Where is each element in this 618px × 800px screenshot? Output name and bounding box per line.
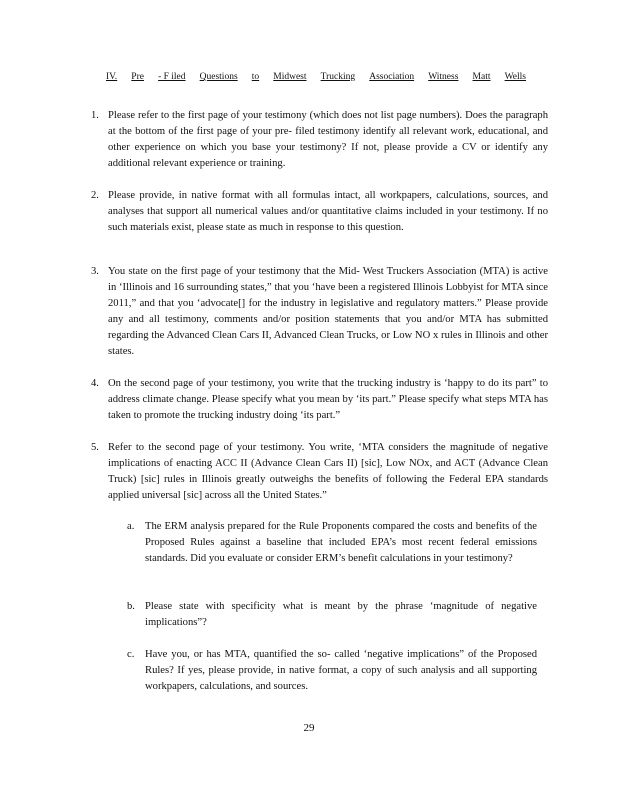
question-text: Refer to the second page of your testimony. You write, ‘MTA considers the magnitude of negative implications of enacting ACC II (Advance Clean Cars II) [sic], Low NOx, and ACT (Advance Clean Truck) [sic] rules in Illinois greatly outweighs the benefits of following the Federal EPA standards applied universal [sic] across all the United States.” bbox=[108, 442, 548, 501]
question-5 bbox=[91, 440, 548, 504]
heading-word: Pre bbox=[131, 72, 144, 82]
subquestion-letter: b. bbox=[127, 601, 135, 612]
heading-word: Wells bbox=[504, 72, 526, 82]
question-number: 5. bbox=[91, 442, 99, 453]
heading-word: Trucking bbox=[320, 72, 356, 82]
subquestion-c bbox=[127, 647, 537, 695]
question-2 bbox=[91, 188, 548, 236]
section-heading bbox=[106, 72, 526, 82]
subquestion-letter: a. bbox=[127, 521, 135, 532]
page-number: 29 bbox=[303, 722, 315, 734]
question-number: 4. bbox=[91, 378, 99, 389]
subquestion-a bbox=[127, 519, 537, 567]
question-text: Please provide, in native format with all formulas intact, all workpapers, calculations, sources, and analyses that support all numerical values and/or quantitative claims included in your testimony. If no such materials exist, please state as much in response to this question. bbox=[108, 190, 548, 233]
subquestion-text: The ERM analysis prepared for the Rule Proponents compared the costs and benefits of the Proposed Rules against a baseline that included EPA’s most recent federal emissions standards. Did you evaluate or consider ERM’s benefit calculations in your testimony? bbox=[145, 521, 537, 564]
question-3 bbox=[91, 264, 548, 360]
heading-word: Witness bbox=[428, 72, 459, 82]
question-1 bbox=[91, 108, 548, 172]
question-text: On the second page of your testimony, you write that the trucking industry is ‘happy to do its part” to address climate change. Please specify what you mean by ‘its part.” Please specify what steps MTA has taken to promote the trucking industry doing ‘its part.” bbox=[108, 378, 548, 421]
subquestion-text: Have you, or has MTA, quantified the so- called ‘negative implications” of the Proposed Rules? If yes, please provide, in native format, a copy of such analysis and all supporting workpapers, calculations, and sources. bbox=[145, 649, 537, 692]
question-text: You state on the first page of your testimony that the Mid- West Truckers Association (MTA) is active in ‘Illinois and 16 surrounding states,” that you ‘have been a registered Illinois Lobbyist for MTA since 2011,” and that you ‘advocate[] for the industry in legislative and regulatory matters.” Please provide any and all testimony, comments and/or position statements that you and/or MTA has submitted regarding the Advanced Clean Cars II, Advanced Clean Trucks, or Low NO x rules in Illinois and other states. bbox=[108, 266, 548, 357]
question-number: 3. bbox=[91, 266, 99, 277]
question-text: Please refer to the first page of your testimony (which does not list page numbers). Does the paragraph at the bottom of the first page of your pre- filed testimony identify all relevant work, educational, and other experience on which you base your testimony? If not, please provide a CV or identify any additional relevant experience or training. bbox=[108, 110, 548, 169]
question-number: 2. bbox=[91, 190, 99, 201]
heading-word: Midwest bbox=[273, 72, 307, 82]
question-4 bbox=[91, 376, 548, 424]
heading-word: Questions bbox=[199, 72, 238, 82]
subquestion-letter: c. bbox=[127, 649, 135, 660]
subquestion-b bbox=[127, 599, 537, 631]
heading-word: Association bbox=[369, 72, 415, 82]
heading-numeral: IV. bbox=[106, 72, 118, 82]
heading-word: - F iled bbox=[158, 72, 186, 82]
heading-word: Matt bbox=[472, 72, 491, 82]
heading-word: to bbox=[251, 72, 260, 82]
question-number: 1. bbox=[91, 110, 99, 121]
subquestion-text: Please state with specificity what is meant by the phrase ‘magnitude of negative implications”? bbox=[145, 601, 537, 628]
